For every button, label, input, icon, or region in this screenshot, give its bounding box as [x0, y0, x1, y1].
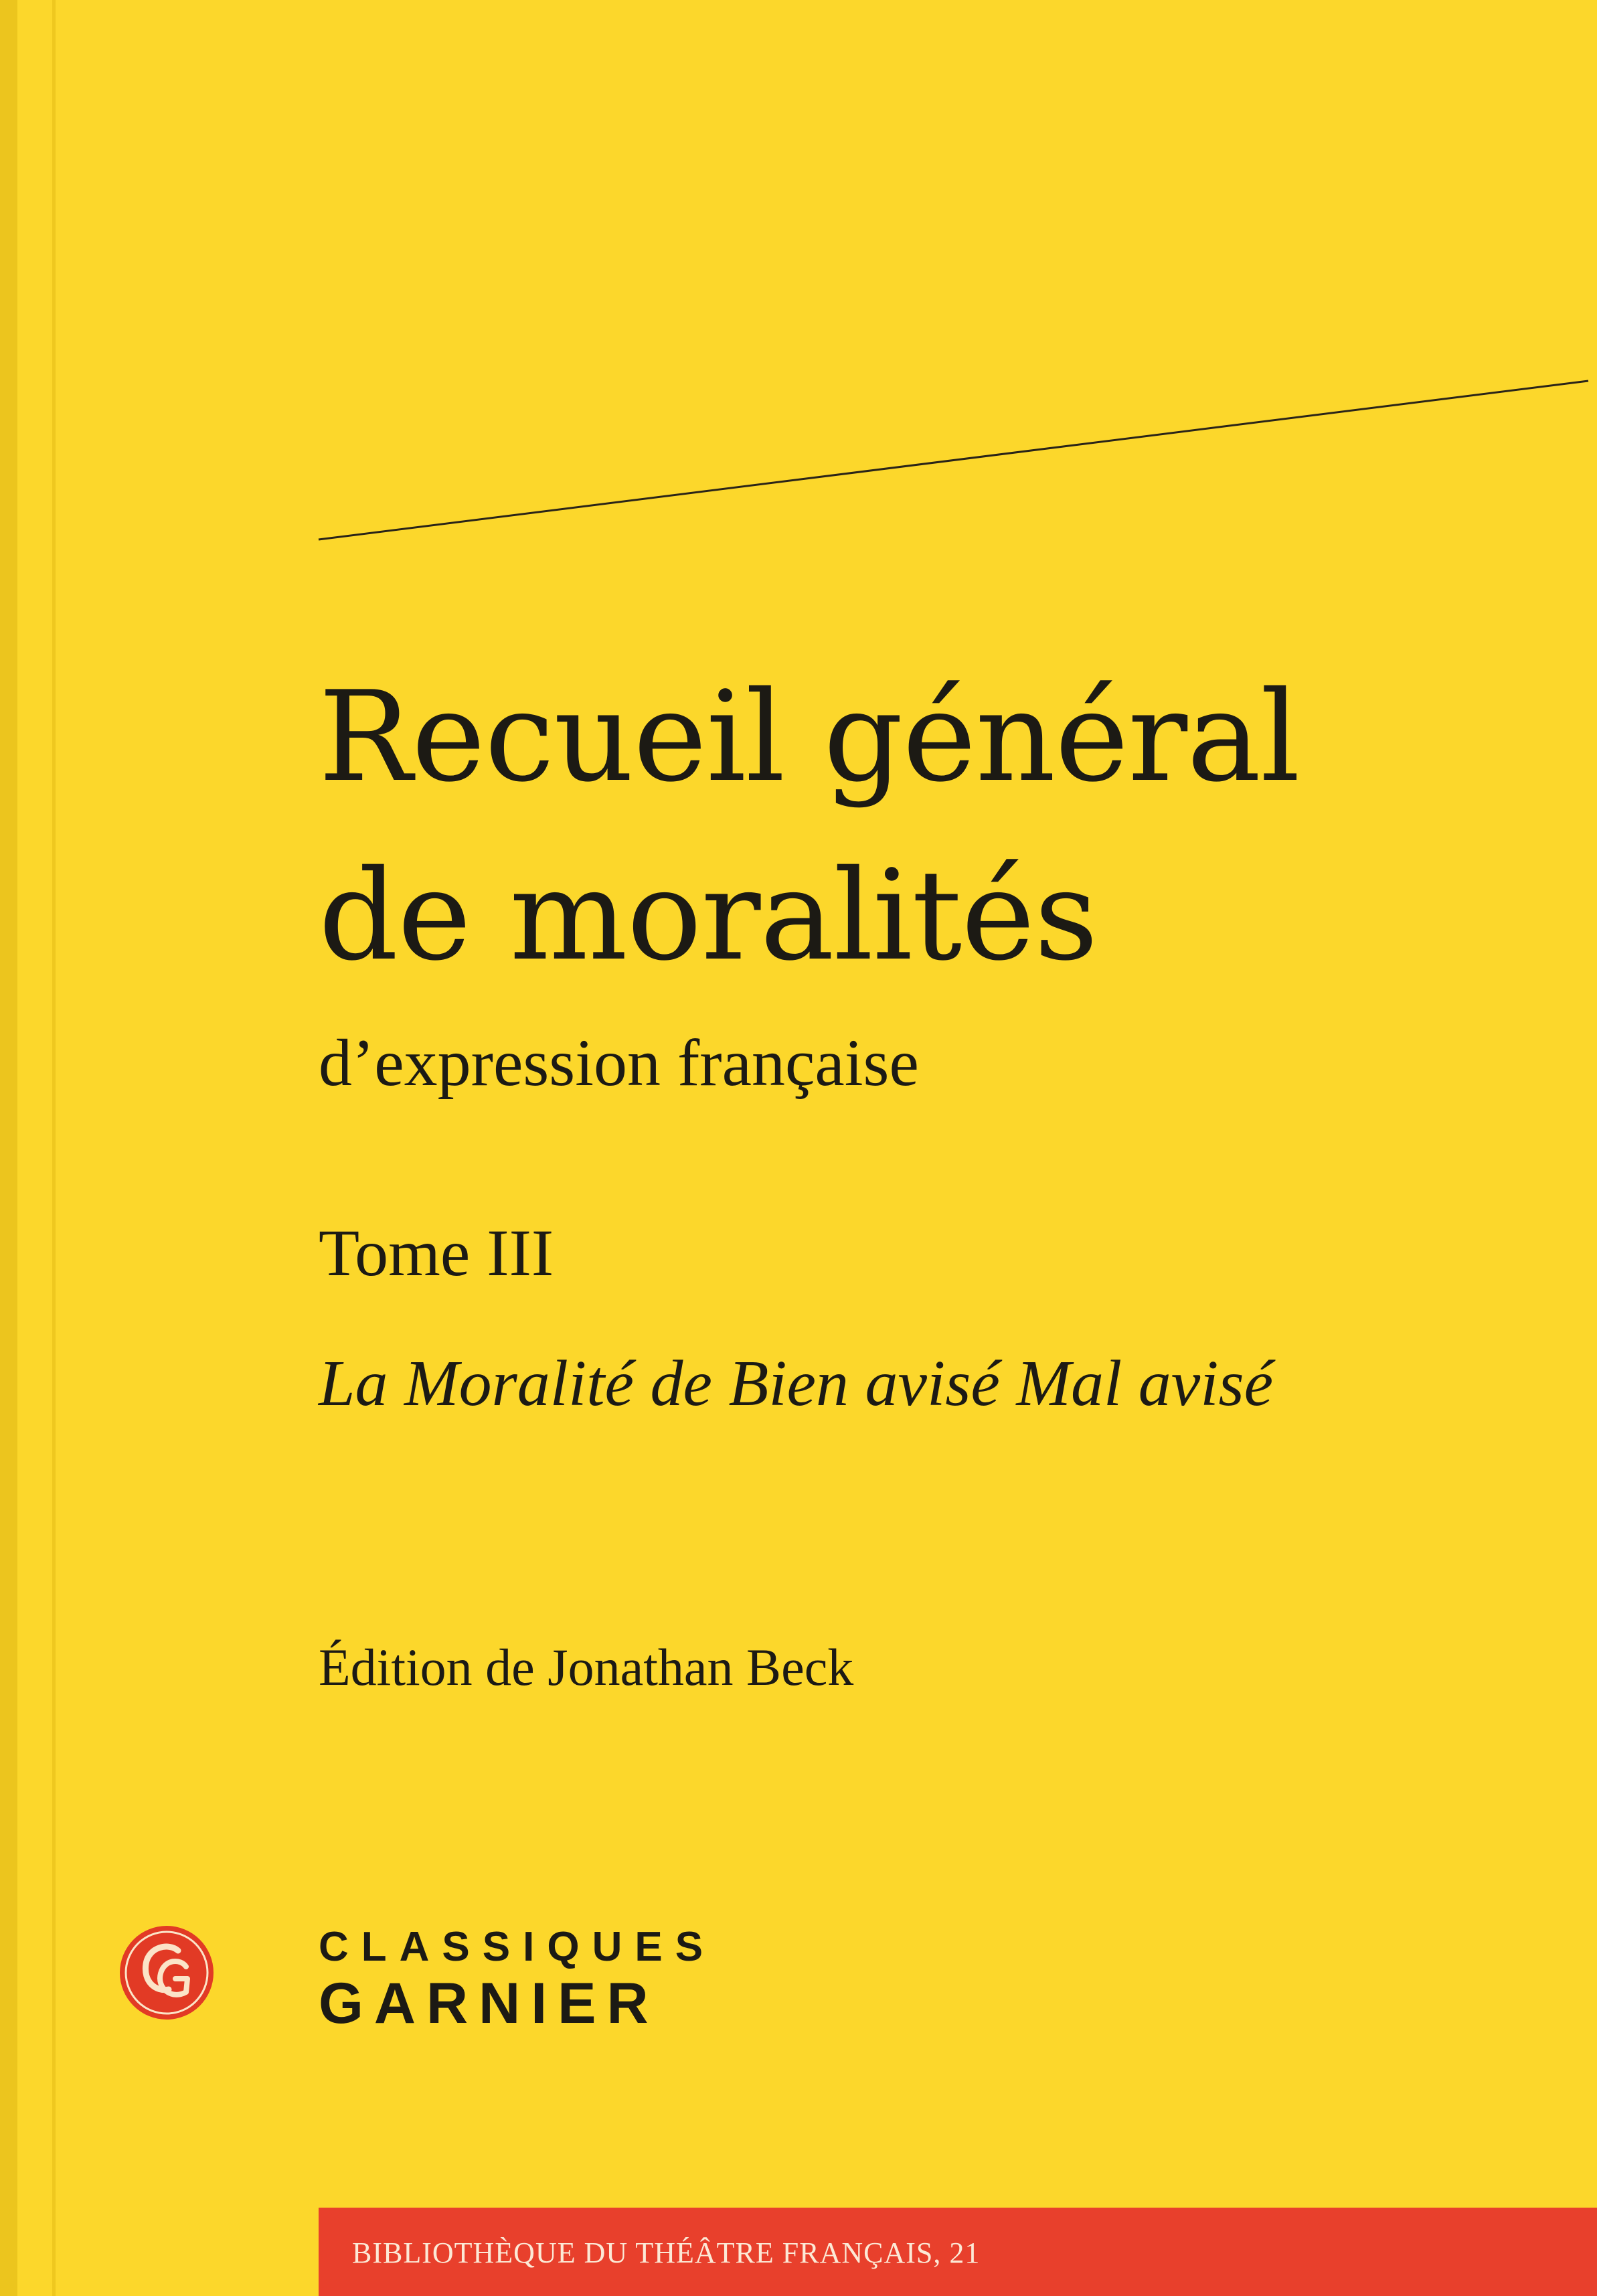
classiques-garnier-cg-monogram-icon	[116, 1922, 217, 2023]
publisher-name-line-2: GARNIER	[319, 1971, 659, 2036]
play-title: La Moralité de Bien avisé Mal avisé	[319, 1347, 1274, 1420]
subtitle: d’expression française	[319, 1026, 919, 1100]
series-label: BIBLIOTHÈQUE DU THÉÂTRE FRANÇAIS, 21	[352, 2236, 981, 2269]
publisher-name-line-1: CLASSIQUES	[319, 1924, 716, 1970]
title-line-2: de moralités	[319, 843, 1098, 988]
title-line-1: Recueil général	[319, 664, 1300, 809]
series-band	[319, 2208, 1597, 2296]
volume-label: Tome III	[319, 1216, 554, 1290]
editor-credit: Édition de Jonathan Beck	[319, 1638, 854, 1696]
